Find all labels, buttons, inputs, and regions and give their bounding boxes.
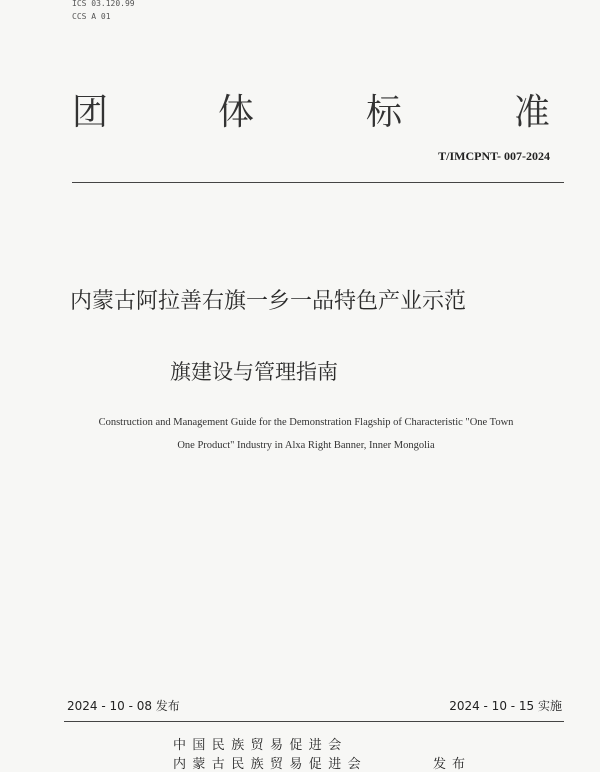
standard-number: T/IMCPNT- 007-2024 — [438, 149, 550, 163]
standard-type-char: 体 — [218, 92, 255, 133]
title-en-line2: One Product" Industry in Alxa Right Banner, Inner Mongolia — [177, 440, 435, 451]
ccs-code: CCS A 01 — [72, 12, 111, 21]
ics-code: ICS 03.120.99 — [72, 0, 135, 8]
top-divider — [72, 182, 564, 183]
publisher-line1: 中国民族贸易促进会 — [173, 738, 348, 753]
title-en-line1: Construction and Management Guide for the Demonstration Flagship of Characteristic "One Town — [98, 417, 514, 428]
classification-codes — [72, 0, 135, 23]
title-cn-line2: 旗建设与管理指南 — [170, 360, 338, 384]
bottom-divider — [64, 721, 564, 722]
standard-type-char: 准 — [514, 92, 551, 133]
standard-type-char: 团 — [72, 92, 109, 133]
standard-type-char: 标 — [366, 92, 403, 133]
publisher-line2: 内蒙古民族贸易促进会 — [173, 757, 368, 772]
title-cn-line1: 内蒙古阿拉善右旗一乡一品特色产业示范 — [70, 289, 467, 314]
title-en — [40, 411, 572, 457]
publish-label: 发布 — [433, 757, 472, 772]
standard-type-heading — [0, 84, 600, 134]
implementation-date: 2024 - 10 - 15 实施 — [449, 699, 562, 713]
issue-date: 2024 - 10 - 08 发布 — [67, 699, 180, 713]
